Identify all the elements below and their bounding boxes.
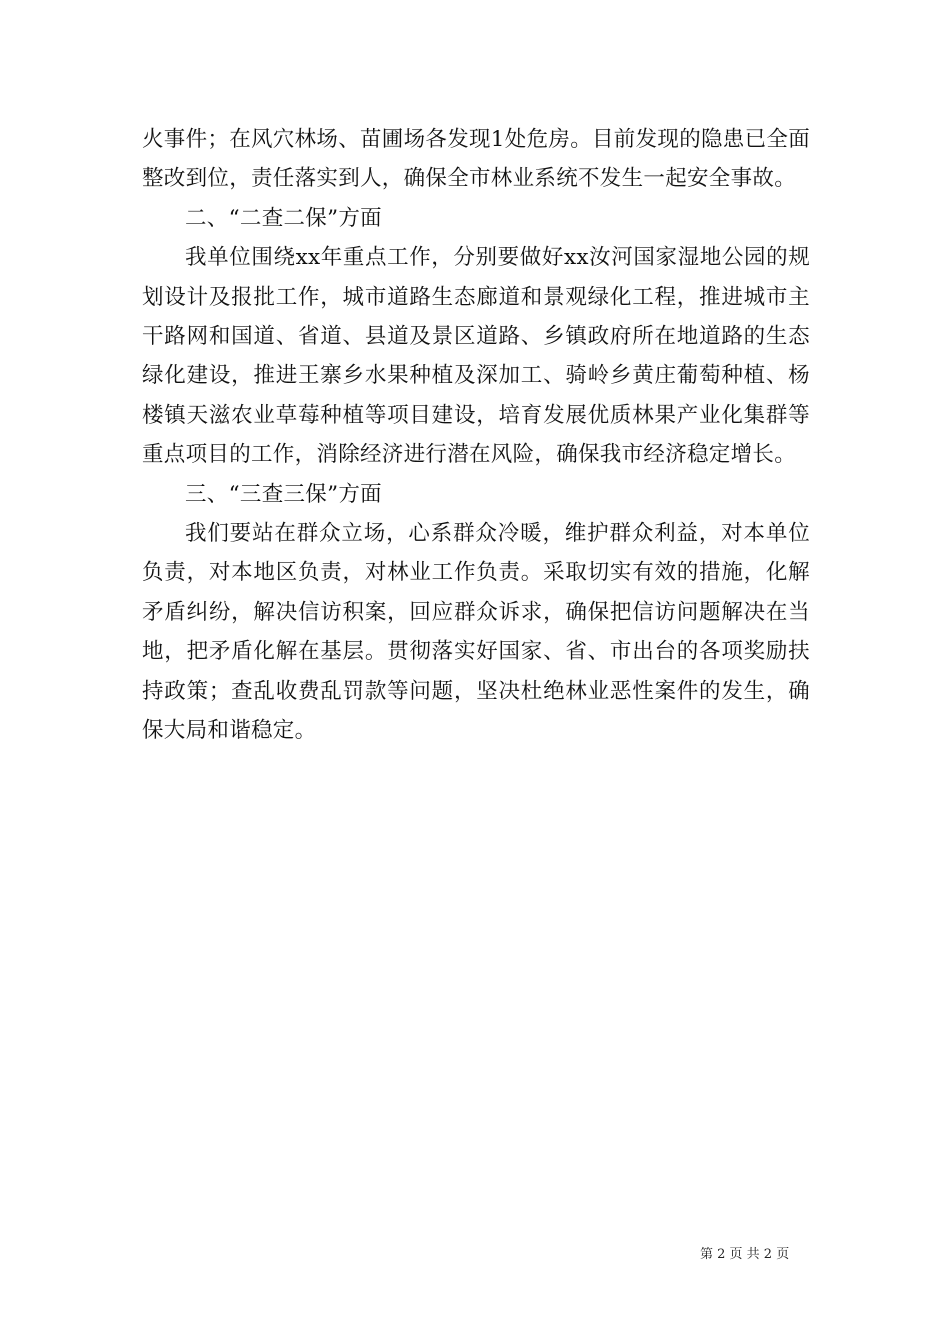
paragraph-continuation: 火事件；在风穴林场、苗圃场各发现1处危房。目前发现的隐患已全面整改到位，责任落实到人，确保全市林业系统不发生一起安全事故。 xyxy=(142,127,810,192)
section-heading-two: 二、“二查二保”方面 xyxy=(185,205,382,231)
document-body xyxy=(142,120,810,751)
paragraph-section-two: 我单位围绕xx年重点工作，分别要做好xx汝河国家湿地公园的规划设计及报批工作，城市道路生态廊道和景观绿化工程，推进城市主干路网和国道、省道、县道及景区道路、乡镇政府所在地道路的生态绿化建设，推进王寨乡水果种植及深加工、骑岭乡黄庄葡萄种植、杨楼镇天滋农业草莓种植等项目建设，培育发展优质林果产业化集群等重点项目的工作，消除经济进行潜在风险，确保我市经济稳定增长。 xyxy=(142,245,810,468)
page-number-footer xyxy=(700,1247,840,1263)
section-heading-three: 三、“三查三保”方面 xyxy=(185,481,382,507)
page-number-label: 第 2 页 共 2 页 xyxy=(700,1247,790,1262)
paragraph-section-three: 我们要站在群众立场，心系群众冷暖，维护群众利益，对本单位负责，对本地区负责，对林业工作负责。采取切实有效的措施，化解矛盾纠纷，解决信访积案，回应群众诉求，确保把信访问题解决在当地，把矛盾化解在基层。贯彻落实好国家、省、市出台的各项奖励扶持政策；查乱收费乱罚款等问题，坚决杜绝林业恶性案件的发生，确保大局和谐稳定。 xyxy=(142,521,810,744)
